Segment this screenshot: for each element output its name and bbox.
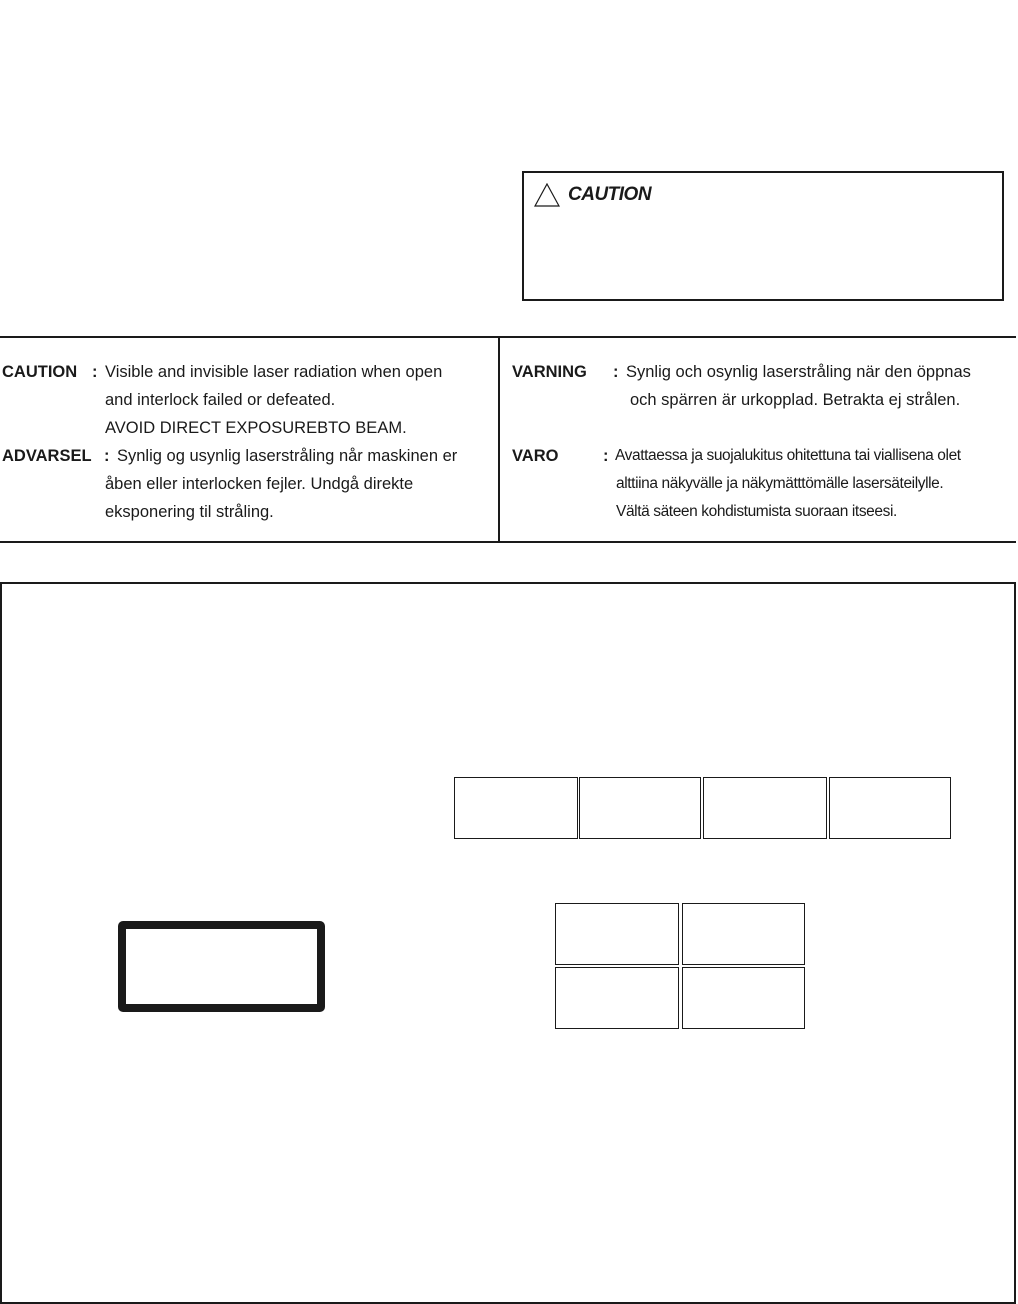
label-cell xyxy=(555,967,679,1029)
label-cell xyxy=(682,967,805,1029)
caution-text-line: Visible and invisible laser radiation when open xyxy=(105,363,443,381)
caution-text-line: AVOID DIRECT EXPOSUREBTO BEAM. xyxy=(105,419,407,437)
varo-text-line: alttiina näkyvälle ja näkymätttömälle lasersäteilylle. xyxy=(616,475,944,492)
label-cell xyxy=(579,777,701,839)
varo-separator: : xyxy=(603,447,609,465)
warning-triangle-icon xyxy=(534,183,560,207)
label-cell xyxy=(829,777,951,839)
advarsel-label: ADVARSEL xyxy=(2,447,92,465)
varo-text-line: Vältä säteen kohdistumista suoraan itseesi. xyxy=(616,503,897,520)
product-label-frame xyxy=(118,921,325,1012)
caution-box xyxy=(522,171,1004,301)
caution-separator: : xyxy=(92,363,98,381)
advarsel-text-line: eksponering til stråling. xyxy=(105,503,274,521)
advarsel-text-line: Synlig og usynlig laserstråling når maskinen er xyxy=(117,447,458,465)
varo-label: VARO xyxy=(512,447,559,465)
advarsel-text-line: åben eller interlocken fejler. Undgå direkte xyxy=(105,475,414,493)
varning-text-line: och spärren är urkopplad. Betrakta ej strålen. xyxy=(630,391,961,409)
label-cell xyxy=(454,777,578,839)
warning-table-divider xyxy=(498,337,500,543)
caution-label: CAUTION xyxy=(2,363,78,381)
varning-text-line: Synlig och osynlig laserstråling när den öppnas xyxy=(626,363,971,381)
advarsel-separator: : xyxy=(104,447,110,465)
caution-title: CAUTION xyxy=(568,184,652,205)
warning-table-top-rule xyxy=(0,336,1016,338)
warning-table-bottom-rule xyxy=(0,541,1016,543)
varning-separator: : xyxy=(613,363,619,381)
label-cell xyxy=(703,777,827,839)
label-cell xyxy=(555,903,679,965)
label-cell xyxy=(682,903,805,965)
varning-label: VARNING xyxy=(512,363,587,381)
caution-text-line: and interlock failed or defeated. xyxy=(105,391,336,409)
varo-text-line: Avattaessa ja suojalukitus ohitettuna tai viallisena olet xyxy=(615,447,961,464)
